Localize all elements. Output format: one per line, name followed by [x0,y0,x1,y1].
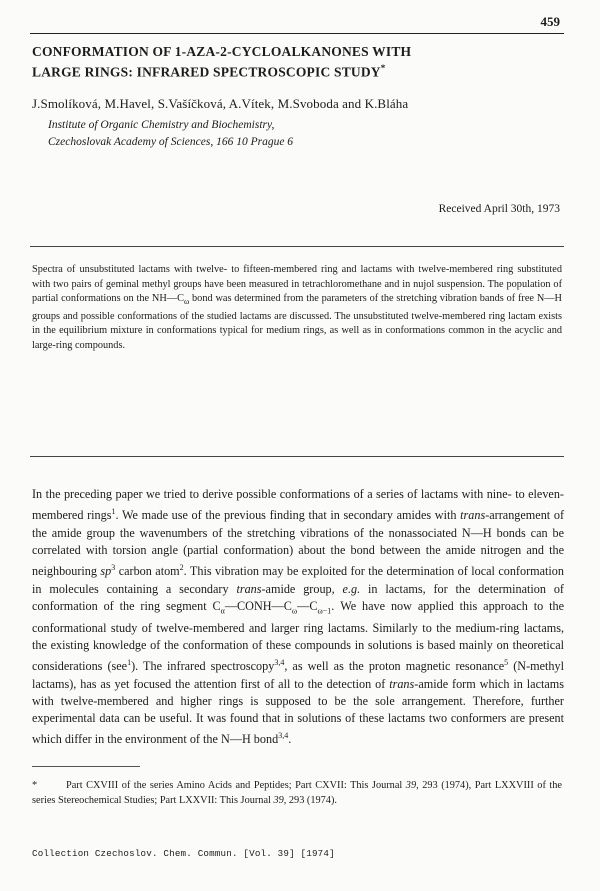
citation-ref: 3,4 [278,731,289,741]
title-line-1: CONFORMATION OF 1-AZA-2-CYCLOALKANONES WITH [32,44,412,59]
abstract-text-1: Spectra of unsubstituted lactams with twelve- to fifteen-membered ring and lactams with twelve-membered ring substituted with two pairs of geminal methyl groups have been measured in tetrachloromethane and in nujol suspension. The population of partial conformations on the NH—C [32,264,562,305]
title-line-2 [32,60,572,81]
italic-term: trans [460,508,486,523]
footnote-text: , 293 (1974). [283,795,337,806]
body-text: ). The infrared spectroscopy [131,659,275,674]
footnote-volume: 39 [273,795,284,806]
body-text: (N-methyl lactams), has as yet focused the attention first of all to the detection of [32,659,564,691]
article-title [32,43,572,81]
italic-term: e.g. [342,581,361,596]
body-text: , as well as the proton magnetic resonance [284,659,505,674]
citation-ref: 5 [504,658,509,668]
body-text: . We made use of the previous finding that in secondary amides with [115,508,461,523]
abstract-text-2: bond was determined from the parameters of the stretching vibration bands of free N—H groups and possible conformations of the studied lactams are discussed. The unsubstituted twelve-membered ring lactam exists in the equilibrium mixture in conformations typical for medium rings, as well as in conformations common in the acyclic and large-ring compounds. [32,293,562,352]
header-rule [30,33,564,34]
abstract-top-rule [30,246,564,247]
footnote [32,778,562,808]
body-text: -amide group, [261,581,343,596]
body-text: in lactams, for the determination of conformation of the ring segment C [32,581,564,613]
subscript: ω−1 [317,606,332,616]
running-footer: Collection Czechoslov. Chem. Commun. [Vol. 39] [1974] [32,848,335,859]
body-text: -arrangement of the amide group the wavenumbers of the stretching vibrations of the nonassociated N—H bonds can be correlated with torsion angle (partial conformation) about the bond between the amide nitrogen and the neighbouring [32,508,565,579]
body-text: . [288,732,292,747]
body-text: -amide form which in lactams with twelve-membered and higher rings is supposed to be the sole arrangement. Therefore, further experimental data can be useful. It was found that in solutions of these lactams two conformers are present which differ in the environment of the N—H bond [32,676,564,747]
italic-term: trans [236,581,262,596]
body-text: —CONH—C [224,598,292,613]
body-text: carbon atom [115,564,180,579]
title-line-2-text: LARGE RINGS: INFRARED SPECTROSCOPIC STUDY [32,64,381,80]
citation-ref: 1 [127,658,132,668]
affiliation [48,117,568,151]
affiliation-line-1: Institute of Organic Chemistry and Biochemistry, [48,119,275,131]
title-footnote-marker: * [380,63,386,73]
abstract-bottom-rule [30,456,564,457]
citation-ref: 3,4 [274,658,285,668]
citation-ref: 1 [111,507,116,517]
footnote-text: , 293 (1974), Part LXXVIII of the series Stereochemical Studies; Part LXXVII: This Journal [32,780,562,806]
body-text: In the preceding paper we tried to derive possible conformations of a series of lactams with nine- to eleven-membered rings [32,487,564,523]
footnote-marker: * [32,780,38,791]
footnote-text: Part CXVIII of the series Amino Acids and Peptides; Part CXVII: This Journal [66,780,406,791]
body-text: . This vibration may be exploited for the determination of local conformation in molecules containing a secondary [32,564,564,596]
italic-term: trans [389,676,415,691]
subscript: ω [291,606,298,616]
body-text: . We have now applied this approach to the conformational study of twelve-membered and larger ring lactams. Similarly to the medium-ring lactams, the existing knowledge of the conformation of these compounds in solutions is based mainly on theoretical considerations (see [32,598,564,674]
abstract-subscript-omega: ω [183,297,190,307]
footnote-rule [32,766,140,767]
body-paragraph [32,486,564,749]
italic-term: sp [100,564,112,579]
received-date: Received April 30th, 1973 [438,203,560,215]
affiliation-line-2: Czechoslovak Academy of Sciences, 166 10 Prague 6 [48,136,294,148]
author-list: J.Smolíková, M.Havel, S.Vašíčková, A.Vítek, M.Svoboda and K.Bláha [32,96,409,111]
footnote-volume: 39 [405,780,417,791]
superscript: 3 [111,563,116,573]
subscript: α [220,606,225,616]
body-text: —C [297,598,318,613]
abstract [32,263,562,354]
citation-ref: 2 [179,563,184,573]
page-number: 459 [540,14,560,29]
